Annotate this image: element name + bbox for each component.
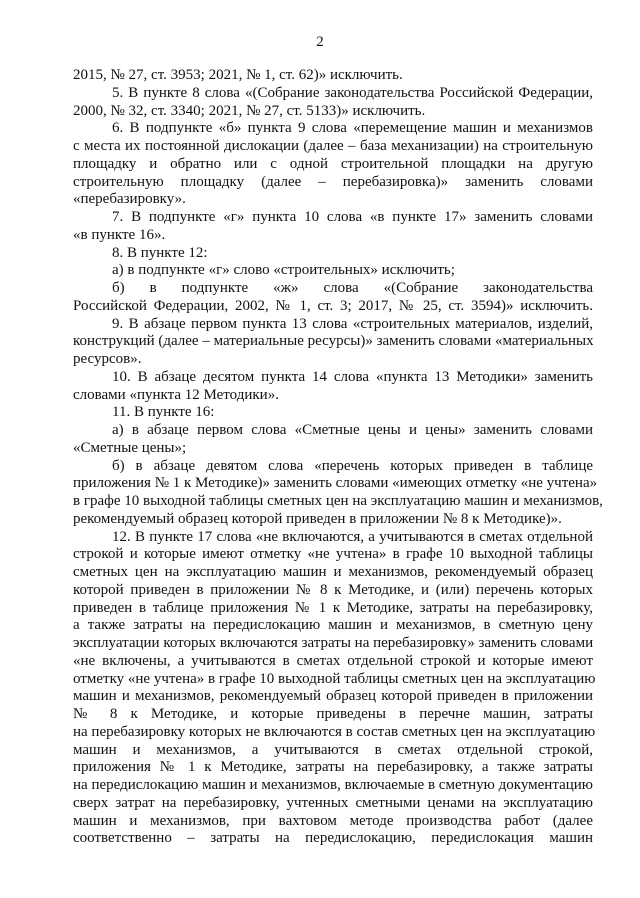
text-line: которой приведен в приложении № 8 к Методике, и (или) перечень которых bbox=[73, 581, 593, 598]
text-line: Российской Федерации, 2002, № 1, ст. 3; 2017, № 25, ст. 3594)» исключить. bbox=[73, 297, 593, 314]
text-line: а также затраты на передислокацию машин и механизмов, в сметную цену bbox=[73, 617, 593, 634]
text-line: в графе 10 выходной таблицы сметных цен на эксплуатацию машин и механизмов, bbox=[73, 493, 603, 509]
text-line: на передислокацию машин и механизмов, включаемые в сметную документацию bbox=[73, 777, 593, 793]
text-line: с места их постоянной дислокации (далее – база механизации) на строительную bbox=[73, 138, 593, 154]
text-line: приложения № 1 к Методике, затраты на перебазировку, а также затраты bbox=[73, 759, 593, 776]
document-body bbox=[73, 67, 603, 848]
text-line: машин и механизмов, при вахтовом методе производства работ (далее bbox=[73, 812, 593, 829]
text-line: 8. В пункте 12: bbox=[112, 244, 208, 261]
text-line: 6. В подпункте «б» пункта 9 слова «перемещение машин и механизмов bbox=[112, 120, 593, 137]
text-line: 11. В пункте 16: bbox=[112, 404, 215, 421]
text-line: 2000, № 32, ст. 3340; 2021, № 27, ст. 5133)» исключить. bbox=[73, 102, 426, 119]
text-line: 9. В абзаце первом пункта 13 слова «строительных материалов, изделий, bbox=[112, 315, 593, 332]
text-line: 7. В подпункте «г» пункта 10 слова «в пункте 17» заменить словами bbox=[112, 209, 593, 225]
text-line: приведен в таблице приложения № 1 к Методике, затраты на перебазировку, bbox=[73, 599, 593, 616]
text-line: отметку «не учтена» в графе 10 выходной таблицы сметных цен на эксплуатацию bbox=[73, 670, 596, 687]
text-line: а) в подпункте «г» слово «строительных» исключить; bbox=[112, 262, 455, 279]
text-line: словами «пункта 12 Методики». bbox=[73, 386, 279, 403]
text-line: ресурсов». bbox=[73, 351, 142, 367]
text-line: б) в абзаце девятом слова «перечень которых приведен в таблице bbox=[112, 457, 593, 474]
text-line: эксплуатации которых включаются затраты на перебазировку» заменить словами bbox=[73, 635, 594, 651]
text-line: б) в подпункте «ж» слова «(Собрание законодательства bbox=[112, 280, 593, 296]
text-line: «перебазировку». bbox=[73, 191, 186, 208]
text-line: сметных цен на эксплуатацию машин и механизмов, рекомендуемый образец bbox=[73, 564, 593, 580]
text-line: 10. В абзаце десятом пункта 14 слова «пункта 13 Методики» заменить bbox=[112, 368, 593, 385]
text-line: а) в абзаце первом слова «Сметные цены и цены» заменить словами bbox=[112, 422, 593, 438]
text-line: приложения № 1 к Методике)» заменить словами «имеющих отметку «не учтена» bbox=[73, 475, 598, 492]
text-line: «Сметные цены»; bbox=[73, 439, 187, 456]
text-line: «не включены, а учитываются в сметах отдельной строкой и которые имеют bbox=[73, 652, 593, 669]
text-line: на перебазировку которых не включаются в состав сметных цен на эксплуатацию bbox=[73, 723, 596, 740]
text-line: соответственно – затраты на передислокацию, передислокация машин bbox=[73, 830, 593, 847]
text-line: строкой и которые имеют отметку «не учтена» в графе 10 выходной таблицы bbox=[73, 546, 593, 563]
text-line: 2015, № 27, ст. 3953; 2021, № 1, ст. 62)» исключить. bbox=[73, 67, 403, 83]
text-line: рекомендуемый образец которой приведен в приложении № 8 к Методике)». bbox=[73, 510, 562, 527]
text-line: 12. В пункте 17 слова «не включаются, а учитываются в сметах отдельной bbox=[112, 528, 593, 545]
text-line: машин и механизмов, рекомендуемый образец которой приведен в приложении bbox=[73, 688, 593, 705]
text-line: 5. В пункте 8 слова «(Собрание законодательства Российской Федерации, bbox=[112, 84, 593, 101]
text-line: «в пункте 16». bbox=[73, 226, 166, 243]
text-line: № 8 к Методике, и которые приведены в перечне машин, затраты bbox=[73, 706, 593, 722]
text-line: сверх затрат на перебазировку, учтенных сметными ценами на эксплуатацию bbox=[73, 794, 593, 811]
text-line: строительную площадку (далее – перебазировка)» заменить словами bbox=[73, 173, 593, 190]
text-line: машин и механизмов, а учитываются в сметах отдельной строкой, bbox=[73, 741, 593, 758]
page-number: 2 bbox=[316, 34, 324, 50]
text-line: конструкций (далее – материальные ресурсы)» заменить словами «материальных bbox=[73, 333, 594, 350]
text-line: площадку и обратно или с одной строительной площадки на другую bbox=[73, 155, 593, 172]
